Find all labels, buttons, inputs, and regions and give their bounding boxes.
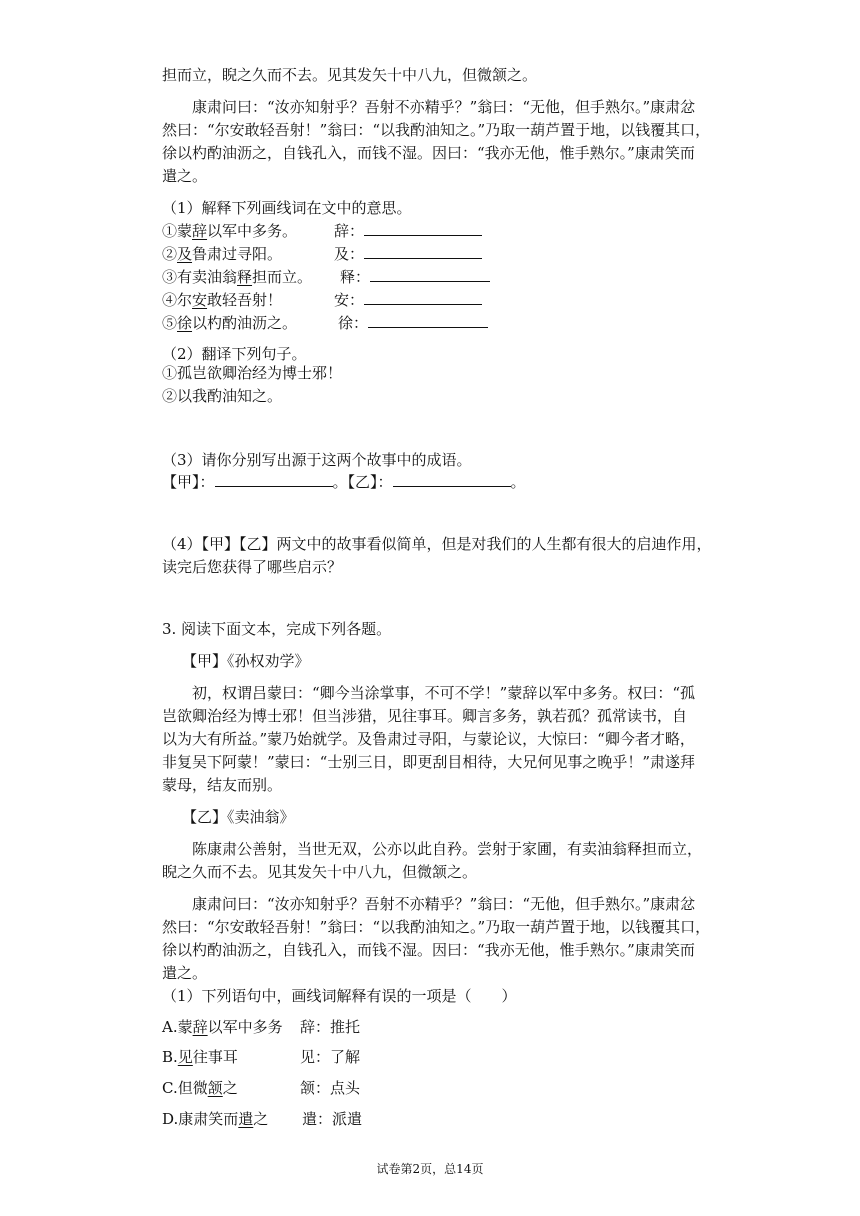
option-c[interactable]: C.但微颔之 <box>162 1079 238 1097</box>
passage-line: 蒙母，结友而别。 <box>162 776 283 794</box>
underlined-word: 见 <box>177 1048 193 1066</box>
vocab-answer: 徐： <box>338 312 488 334</box>
option-c-gloss: 颔：点头 <box>300 1079 361 1097</box>
underlined-word: 释 <box>237 268 253 286</box>
passage-line: 徐以杓酌油沥之，自钱孔入，而钱不湿。因曰：“我亦无他，惟手熟尔。”康肃笑而 <box>162 941 695 959</box>
option-a[interactable]: A.蒙辞以军中多务 <box>162 1018 283 1036</box>
vocab-answer: 安： <box>334 289 482 311</box>
passage-line: 然曰：“尔安敢轻吾射！”翁曰：“以我酌油知之。”乃取一葫芦置于地，以钱覆其口， <box>162 121 711 139</box>
section-3-heading: 3. 阅读下面文本，完成下列各题。 <box>162 620 392 638</box>
passage-title-jia: 【甲】《孙权劝学》 <box>182 652 310 670</box>
page-footer: 试卷第2页，总14页 <box>376 1162 484 1176</box>
passage-line: 康肃问曰：“汝亦知射乎？吾射不亦精乎？”翁曰：“无他，但手熟尔。”康肃忿 <box>192 98 696 116</box>
option-d-gloss: 遣：派遣 <box>302 1110 363 1128</box>
mc-question-title: （1）下列语句中，画线词解释有误的一项是（ ） <box>162 987 517 1005</box>
underlined-word: 徐 <box>177 314 193 332</box>
vocab-item: ④尔安敢轻吾射！ <box>162 291 283 309</box>
option-b[interactable]: B.见往事耳 <box>162 1048 238 1066</box>
question-4-line: 读完后您获得了哪些启示？ <box>162 558 343 576</box>
passage-line: 岂欲卿治经为博士邪！但当涉猎，见往事耳。卿言多务，孰若孤？孤常读书，自 <box>162 707 688 725</box>
question-3-title: （3）请你分别写出源于这两个故事中的成语。 <box>162 451 472 469</box>
vocab-answer: 释： <box>340 266 490 288</box>
underlined-word: 遣 <box>238 1110 254 1128</box>
underlined-word: 颔 <box>207 1079 223 1097</box>
option-d[interactable]: D.康肃笑而遣之 <box>162 1110 269 1128</box>
passage-line: 遣之。 <box>162 964 208 982</box>
option-b-gloss: 见：了解 <box>300 1048 361 1066</box>
passage-line: 睨之久而不去。见其发矢十中八九，但微颔之。 <box>162 863 478 881</box>
question-4-line: （4）【甲】【乙】两文中的故事看似简单，但是对我们的人生都有很大的启迪作用， <box>162 535 712 553</box>
passage-line: 以为大有所益。”蒙乃始就学。及鲁肃过寻阳，与蒙论议，大惊曰：“卿今者才略， <box>162 730 695 748</box>
question-2-title: （2）翻译下列句子。 <box>162 345 307 363</box>
passage-line: 遣之。 <box>162 167 208 185</box>
vocab-item: ⑤徐以杓酌油沥之。 <box>162 314 298 332</box>
vocab-item: ②及鲁肃过寻阳。 <box>162 245 283 263</box>
passage-line: 担而立，睨之久而不去。见其发矢十中八九，但微颔之。 <box>162 66 538 84</box>
answer-blank[interactable] <box>364 244 482 259</box>
vocab-answer: 及： <box>334 243 482 265</box>
vocab-item: ③有卖油翁释担而立。 <box>162 268 313 286</box>
underlined-word: 安 <box>192 291 208 309</box>
question-1-title: （1）解释下列画线词在文中的意思。 <box>162 199 412 217</box>
option-a-gloss: 辞：推托 <box>300 1018 361 1036</box>
underlined-word: 辞 <box>192 1018 208 1036</box>
passage-line: 徐以杓酌油沥之，自钱孔入，而钱不湿。因曰：“我亦无他，惟手熟尔。”康肃笑而 <box>162 144 695 162</box>
idiom-answers: 【甲】： 。【乙】： 。 <box>162 473 526 491</box>
underlined-word: 及 <box>177 245 193 263</box>
passage-line: 陈康肃公善射，当世无双，公亦以此自矜。尝射于家圃，有卖油翁释担而立， <box>192 840 703 858</box>
translate-item: ①孤岂欲卿治经为博士邪！ <box>162 364 343 382</box>
passage-line: 非复吴下阿蒙！”蒙曰：“士别三日，即更刮目相待，大兄何见事之晚乎！”肃遂拜 <box>162 753 696 771</box>
answer-blank[interactable] <box>370 267 490 282</box>
vocab-answer: 辞： <box>334 220 482 242</box>
passage-title-yi: 【乙】《卖油翁》 <box>182 808 295 826</box>
answer-blank[interactable] <box>368 313 488 328</box>
answer-blank[interactable] <box>364 221 482 236</box>
passage-line: 初，权谓吕蒙曰：“卿今当涂掌事，不可不学！”蒙辞以军中多务。权曰：“孤 <box>192 684 696 702</box>
answer-blank[interactable] <box>364 290 482 305</box>
answer-blank-yi[interactable] <box>393 472 511 487</box>
underlined-word: 辞 <box>192 222 208 240</box>
answer-blank-jia[interactable] <box>215 472 333 487</box>
vocab-item: ①蒙辞以军中多务。 <box>162 222 298 240</box>
passage-line: 然曰：“尔安敢轻吾射！”翁曰：“以我酌油知之。”乃取一葫芦置于地，以钱覆其口， <box>162 918 711 936</box>
translate-item: ②以我酌油知之。 <box>162 387 283 405</box>
passage-line: 康肃问曰：“汝亦知射乎？吾射不亦精乎？”翁曰：“无他，但手熟尔。”康肃忿 <box>192 895 696 913</box>
